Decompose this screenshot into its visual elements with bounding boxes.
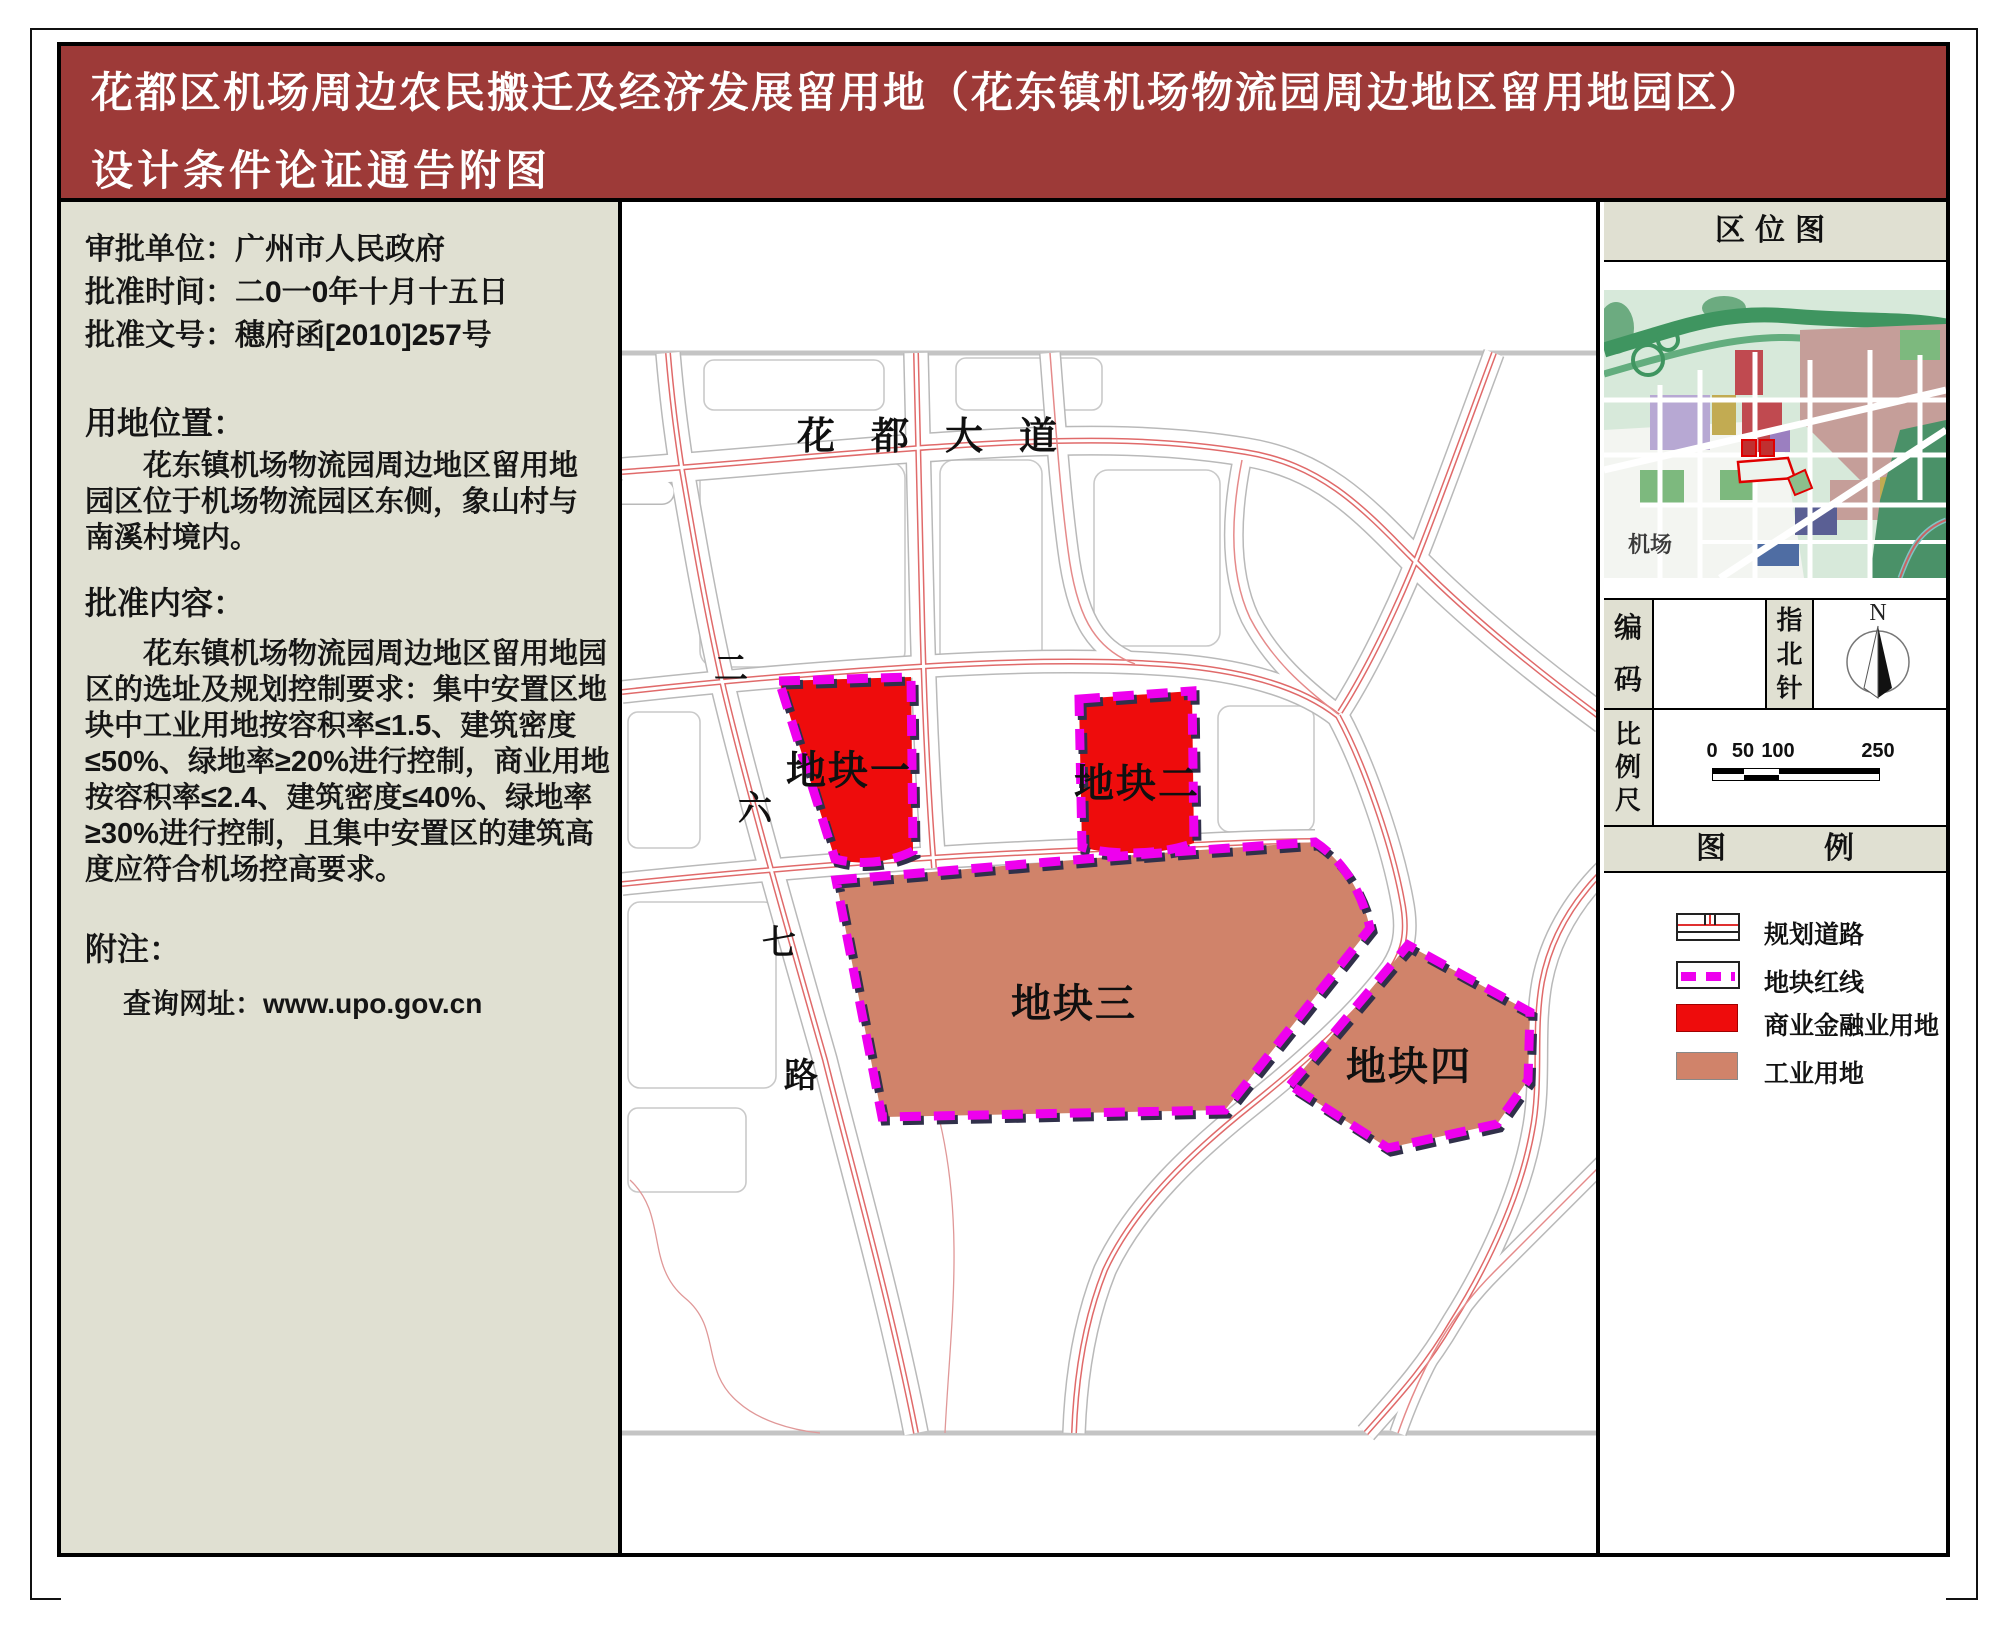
approval-content-heading: 批准内容：	[85, 585, 246, 621]
legend-label: 工业用地	[1764, 1060, 1865, 1088]
approval-line: 块中工业用地按容积率≤1.5、建筑密度	[85, 710, 577, 742]
approval-date: 批准时间：二0一0年十月十五日	[85, 276, 509, 309]
road-label-char: 六	[738, 790, 772, 828]
plot-1-label: 地块一	[786, 749, 912, 793]
scale-tick: 0	[1706, 740, 1718, 762]
industrial-land-swatch	[1676, 1052, 1738, 1080]
planned-road-icon	[1676, 913, 1740, 941]
code-cell	[1604, 600, 1654, 708]
north-letter: N	[1869, 600, 1887, 626]
location-paragraph	[85, 448, 578, 556]
location-line: 花东镇机场物流园周边地区留用地	[85, 450, 579, 482]
road-label-char: 路	[784, 1057, 818, 1095]
north-arrow-icon	[1814, 600, 1944, 708]
legend-label: 地块红线	[1764, 969, 1865, 997]
minimap-airport-label: 机场	[1628, 532, 1673, 557]
legend	[1604, 873, 1946, 1553]
query-url: 查询网址：www.upo.gov.cn	[123, 988, 483, 1019]
legend-title: 图 例	[1604, 827, 1946, 873]
commercial-land-swatch	[1676, 1004, 1738, 1032]
sidebar	[61, 202, 622, 1553]
avenue-label: 花都大道	[796, 416, 1094, 458]
compass-cell	[1814, 600, 1944, 708]
plan-map	[622, 202, 1600, 1553]
scale-tick: 250	[1861, 740, 1895, 762]
legend-label: 商业金融业用地	[1764, 1012, 1940, 1040]
location-heading: 用地位置：	[85, 405, 246, 441]
code-value-cell	[1654, 600, 1767, 708]
location-line: 南溪村境内。	[85, 522, 260, 554]
approval-line: 花东镇机场物流园周边地区留用地园	[85, 638, 608, 670]
code-compass-row	[1604, 598, 1946, 710]
page-title-line2: 设计条件论证通告附图	[91, 147, 552, 194]
scale-tick: 100	[1761, 740, 1795, 762]
scale-row	[1604, 710, 1946, 827]
legend-item-plot-redline	[1604, 961, 1946, 1001]
approval-line: 区的选址及规划控制要求：集中安置区地	[85, 674, 608, 706]
approval-line: ≥30%进行控制，且集中安置区的建筑高	[85, 818, 594, 850]
bottom-margin-strip	[61, 1557, 1946, 1600]
scale-label-cell	[1604, 710, 1654, 825]
compass-label-cell	[1767, 600, 1814, 708]
plot-4-label: 地块四	[1346, 1045, 1472, 1089]
plot-redline-icon	[1676, 961, 1740, 989]
approval-info	[85, 228, 508, 357]
header	[61, 46, 1946, 202]
code-label: 编码	[1613, 612, 1642, 695]
approval-content-paragraph	[85, 636, 610, 888]
location-line: 园区位于机场物流园区东侧，象山村与	[85, 486, 579, 518]
approval-line: 度应符合机场控高要求。	[85, 854, 405, 886]
page-title-line1: 花都区机场周边农民搬迁及经济发展留用地（花东镇机场物流园周边地区留用地园区）	[91, 69, 1764, 116]
road-label-char: 七	[762, 924, 796, 962]
approval-line: 按容积率≤2.4、建筑密度≤40%、绿地率	[85, 782, 593, 814]
legend-item-planned-road	[1604, 913, 1946, 953]
scale-label: 比例尺	[1614, 719, 1641, 815]
approval-unit: 审批单位：广州市人民政府	[85, 233, 445, 266]
approval-line: ≤50%、绿地率≥20%进行控制，商业用地	[85, 746, 610, 778]
plan-map-canvas	[622, 202, 1600, 1553]
note-heading: 附注：	[85, 931, 182, 967]
legend-label: 规划道路	[1764, 921, 1865, 949]
location-map-title: 区位图	[1604, 202, 1946, 262]
plot-2-label: 地块二	[1074, 762, 1200, 806]
legend-item-commercial	[1604, 1004, 1946, 1044]
plot-3-label: 地块三	[1011, 982, 1137, 1026]
right-panel	[1604, 202, 1946, 1553]
scale-bar	[1712, 768, 1880, 781]
compass-label: 指北针	[1776, 605, 1803, 703]
road-label-char: 二	[714, 650, 748, 688]
legend-item-industrial	[1604, 1052, 1946, 1092]
approval-number: 批准文号：穗府函[2010]257号	[85, 319, 492, 352]
scale-tick: 50	[1731, 740, 1755, 762]
location-minimap	[1604, 290, 1946, 578]
scale-bar-area	[1654, 710, 1946, 825]
